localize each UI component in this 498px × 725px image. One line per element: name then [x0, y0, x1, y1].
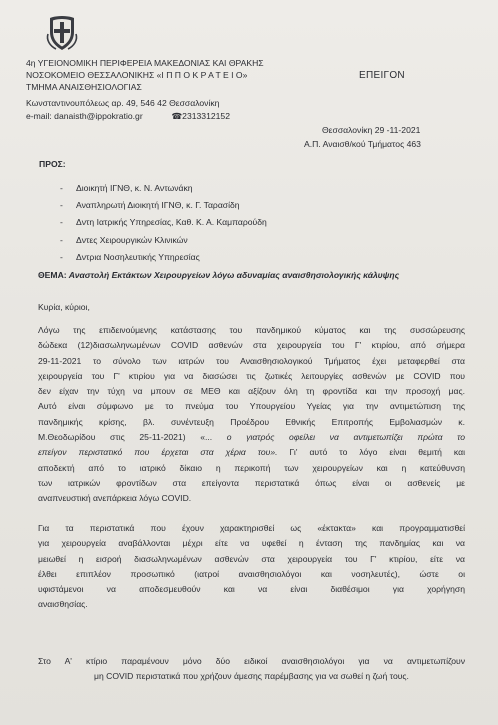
- text-line: χειρουργεία του Γ' κτιρίου για να διασώσει τις ζωτικές λειτουργίες ασθενών με COVID που: [38, 370, 465, 381]
- recipient-item: - Δντρια Νοσηλευτικής Υπηρεσίας: [60, 249, 267, 266]
- text-line: Αυτό είναι σύμφωνο με το πνεύμα του Υπουργείου Υγείας για την αντιμετώπιση της: [38, 401, 465, 412]
- text-line-quote: Μ.Θεοδωρίδου στις 25-11-2021) «... ο γιατρός οφείλει να αντιμετωπίζει πρώτα το: [38, 432, 465, 443]
- recipient-item: - Δντες Χειρουργικών Κλινικών: [60, 232, 267, 249]
- letterhead-contact: [26, 111, 230, 123]
- text-line: για χειρουργεία αναβάλλονται μέχρι είτε να υφεθεί η ένταση της πανδημίας και να: [38, 538, 465, 549]
- recipient-list: [60, 180, 267, 266]
- body-paragraph-3: [38, 654, 465, 685]
- subject-key: ΘΕΜΑ:: [38, 270, 67, 280]
- text-line: Λόγω της επιδεινούμενης κατάστασης του πανδημικού κύματος και της συσσώρευσης: [38, 325, 465, 335]
- bullet-icon: -: [60, 183, 63, 193]
- body-paragraph-2: [38, 521, 465, 613]
- text-line-quote: επείγον περιστατικό που έρχεται στα χέρια του». Γι' αυτό το λόγο είναι θεμιτή και: [38, 447, 465, 458]
- text-line: υφιστάμενοι να αποδεσμευθούν και να είναι διαθέσιμοι για χορήγηση: [38, 584, 465, 595]
- letterhead-phone: ☎2313312152: [171, 111, 230, 121]
- text-line: αναισθησίας.: [38, 599, 88, 610]
- recipient-item: - Δντη Ιατρικής Υπηρεσίας, Καθ. Κ. Α. Καμπαρούδη: [60, 214, 267, 231]
- subject-text: Αναστολή Εκτάκτων Χειρουργείων λόγω αδυναμίας αναισθησιολογικής κάλυψης: [68, 270, 400, 280]
- bullet-icon: -: [60, 217, 63, 228]
- text-line: δώδεκα (12)διασωληνωμένων COVID ασθενών στα χειρουργεία του Γ' κτιρίου, από σήμερα: [38, 340, 465, 351]
- bullet-icon: -: [60, 200, 63, 211]
- text-line: μη COVID περιστατικά που χρήζουν άμεσης παρέμβασης για να σωθεί η ζωή τους.: [94, 671, 409, 682]
- text-line: Στο Α' κτίριο παραμένουν μόνο δύο ειδικοί αναισθησιολόγοι για να αντιμετωπίζουν: [38, 656, 465, 666]
- subject-line: [38, 270, 399, 280]
- letterhead-email: e-mail: danaisth@ippokratio.gr: [26, 111, 143, 121]
- bullet-icon: -: [60, 251, 63, 262]
- letterhead-hospital: ΝΟΣΟΚΟΜΕΙΟ ΘΕΣΣΑΛΟΝΙΚΗΣ «Ι Π Π Ο Κ Ρ Α Τ Ε Ι Ο»: [26, 70, 248, 80]
- greeting: Κυρία, κύριοι,: [38, 302, 90, 312]
- place-date: Θεσσαλονίκη 29 -11-2021: [322, 125, 421, 135]
- recipient-item: - Αναπληρωτή Διοικητή ΙΓΝΘ, κ. Γ. Ταρασίδη: [60, 197, 267, 214]
- text-line: αποδεκτή από το ιατρικό δίκαιο η περικοπή των χειρουργείων και η κατεύθυνση: [38, 462, 465, 473]
- text-line: Για τα περιστατικά που έχουν χαρακτηρισθεί ως «έκτακτα» και προγραμματισθεί: [38, 523, 465, 533]
- urgency-label: ΕΠΕΙΓΟΝ: [359, 70, 405, 81]
- letterhead-department: ΤΜΗΜΑ ΑΝΑΙΣΘΗΣΙΟΛΟΓΙΑΣ: [26, 82, 142, 92]
- to-label: ΠΡΟΣ:: [39, 159, 66, 169]
- text-line: έλθει επιπλέον προσωπικό (ιατροί αναισθησιολόγοι και νοσηλευτές), ώστε οι: [38, 568, 465, 579]
- text-line: 29-11-2021 το σύνολο των ιατρών του Αναισθησιολογικού Τμήματος έχει μεταφερθεί στα: [38, 355, 465, 366]
- protocol-reference: Α.Π. Αναισθ/κού Τμήματος 463: [304, 139, 421, 149]
- body-paragraph-1: [38, 323, 465, 507]
- recipient-item: - Διοικητή ΙΓΝΘ, κ. Ν. Αντωνάκη: [60, 180, 267, 197]
- bullet-icon: -: [60, 234, 63, 245]
- text-line: δεν είχαν την τύχη να μπουν σε ΜΕΘ και αξίζουν όλη τη φροντίδα και την προσοχή μας.: [38, 386, 465, 397]
- text-line: των ιατρικών φροντίδων στα επείγοντα περιστατικά όπως είναι οι ασθενείς με: [38, 477, 465, 488]
- greek-coat-of-arms-icon: [44, 14, 80, 52]
- letterhead-region: 4η ΥΓΕΙΟΝΟΜΙΚΗ ΠΕΡΙΦΕΡΕΙΑ ΜΑΚΕΔΟΝΙΑΣ ΚΑΙ ΘΡΑΚΗΣ: [26, 58, 264, 68]
- letterhead-address: Κωνσταντινουπόλεως αρ. 49, 546 42 Θεσσαλονίκη: [26, 98, 220, 108]
- text-line: μειωθεί η εισροή διασωληνωμένων ασθενών στα χειρουργεία του Γ' κτιρίου, είτε να: [38, 553, 465, 564]
- text-line: πανδημικής κρίσης, βλ. συνέντευξη Προέδρου Εθνικής Επιτροπής Εμβολιασμών κ.: [38, 416, 465, 427]
- text-line: αναπνευστική ανεπάρκεια λόγω COVID.: [38, 493, 192, 504]
